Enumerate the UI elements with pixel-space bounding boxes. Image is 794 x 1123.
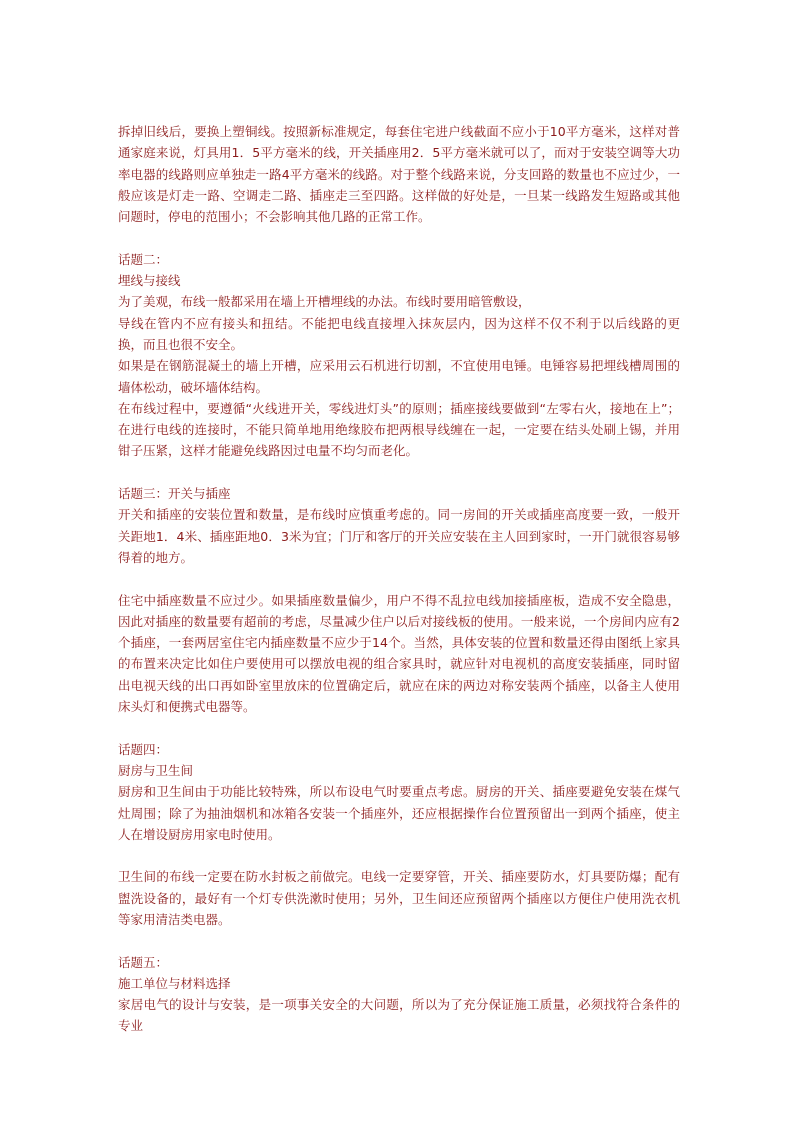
heading-line: 话题二：: [118, 251, 169, 267]
paragraph-gap: [118, 717, 680, 738]
paragraph-gap: [118, 568, 680, 589]
heading-line: 话题四：: [118, 741, 169, 757]
paragraph-gap: [118, 462, 680, 483]
paragraph: 住宅中插座数量不应过少。如果插座数量偏少，用户不得不乱拉电线加接插座板，造成不安全隐患，因此对插座的数量要有超前的考虑，尽量减少住户以后对接线板的使用。一般来说，一个房间内应有2个插座，一套两居室住宅内插座数量不应少于14个。当然，具体安装的位置和数量还得由图纸上家具的布置来决定比如住户要使用可以摆放电视的组合家具时，就应针对电视机的高度安装插座，同时留出电视天线的出口再如卧室里放床的位置确定后，就应在床的两边对称安装两个插座，以备主人使用床头灯和便携式电器等。: [118, 592, 680, 715]
heading-line: 话题三：开关与插座: [118, 486, 231, 502]
paragraph: 在布线过程中，要遵循“火线进开关，零线进灯头”的原则；插座接线要做到“左零右火，接地在上”；在进行电线的连接时，不能只简单地用绝缘胶布把两根导线缠在一起，一定要在结头处刷上锡，并用钳子压紧，这样才能避免线路因过电量不均匀而老化。: [118, 400, 680, 459]
paragraph-gap: [118, 227, 680, 248]
paragraph: 如果是在钢筋混凝土的墙上开槽，应采用云石机进行切割，不宜使用电锤。电锤容易把埋线槽周围的墙体松动，破坏墙体结构。: [118, 358, 680, 395]
paragraph-gap: [118, 930, 680, 951]
heading-line: 施工单位与材料选择: [118, 975, 231, 991]
heading-line: 为了美观，布线一般都采用在墙上开槽埋线的办法。布线时要用暗管敷设，: [118, 294, 531, 310]
heading-line: 厨房与卫生间: [118, 762, 194, 778]
paragraph: 导线在管内不应有接头和扭结。不能把电线直接埋入抹灰层内，因为这样不仅不利于以后线路的更换，而且也很不安全。: [118, 315, 680, 352]
paragraph-gap: [118, 845, 680, 866]
heading-line: 话题五：: [118, 954, 169, 970]
paragraph: 家居电气的设计与安装，是一项事关安全的大问题，所以为了充分保证施工质量，必须找符合条件的专业: [118, 997, 680, 1034]
document-body: [118, 121, 680, 1037]
paragraph: 拆掉旧线后，要换上塑铜线。按照新标准规定，每套住宅进户线截面不应小于10平方毫米，这样对普通家庭来说，灯具用1．5平方毫米的线，开关插座用2．5平方毫米就可以了，而对于安装空调等大功率电器的线路则应单独走一路4平方毫米的线路。对于整个线路来说，分支回路的数量也不应过少，一般应该是灯走一路、空调走二路、插座走三至四路。这样做的好处是，一旦某一线路发生短路或其他问题时，停电的范围小；不会影响其他几路的正常工作。: [118, 124, 680, 225]
paragraph: 卫生间的布线一定要在防水封板之前做完。电线一定要穿管，开关、插座要防水，灯具要防爆；配有盥洗设备的，最好有一个灯专供洗漱时使用；另外，卫生间还应预留两个插座以方便住户使用洗衣机等家用清洁类电器。: [118, 869, 680, 927]
heading-line: 埋线与接线: [118, 273, 181, 289]
paragraph: 开关和插座的安装位置和数量，是布线时应慎重考虑的。同一房间的开关或插座高度要一致，一般开关距地1．4米、插座距地0．3米为宜；门厅和客厅的开关应安装在主人回到家时，一开门就很容易够得着的地方。: [118, 507, 680, 565]
paragraph: 厨房和卫生间由于功能比较特殊，所以布设电气时要重点考虑。厨房的开关、插座要避免安装在煤气灶周围；除了为抽油烟机和冰箱各安装一个插座外，还应根据操作台位置预留出一到两个插座，使主人在增设厨房用家电时使用。: [118, 784, 680, 842]
